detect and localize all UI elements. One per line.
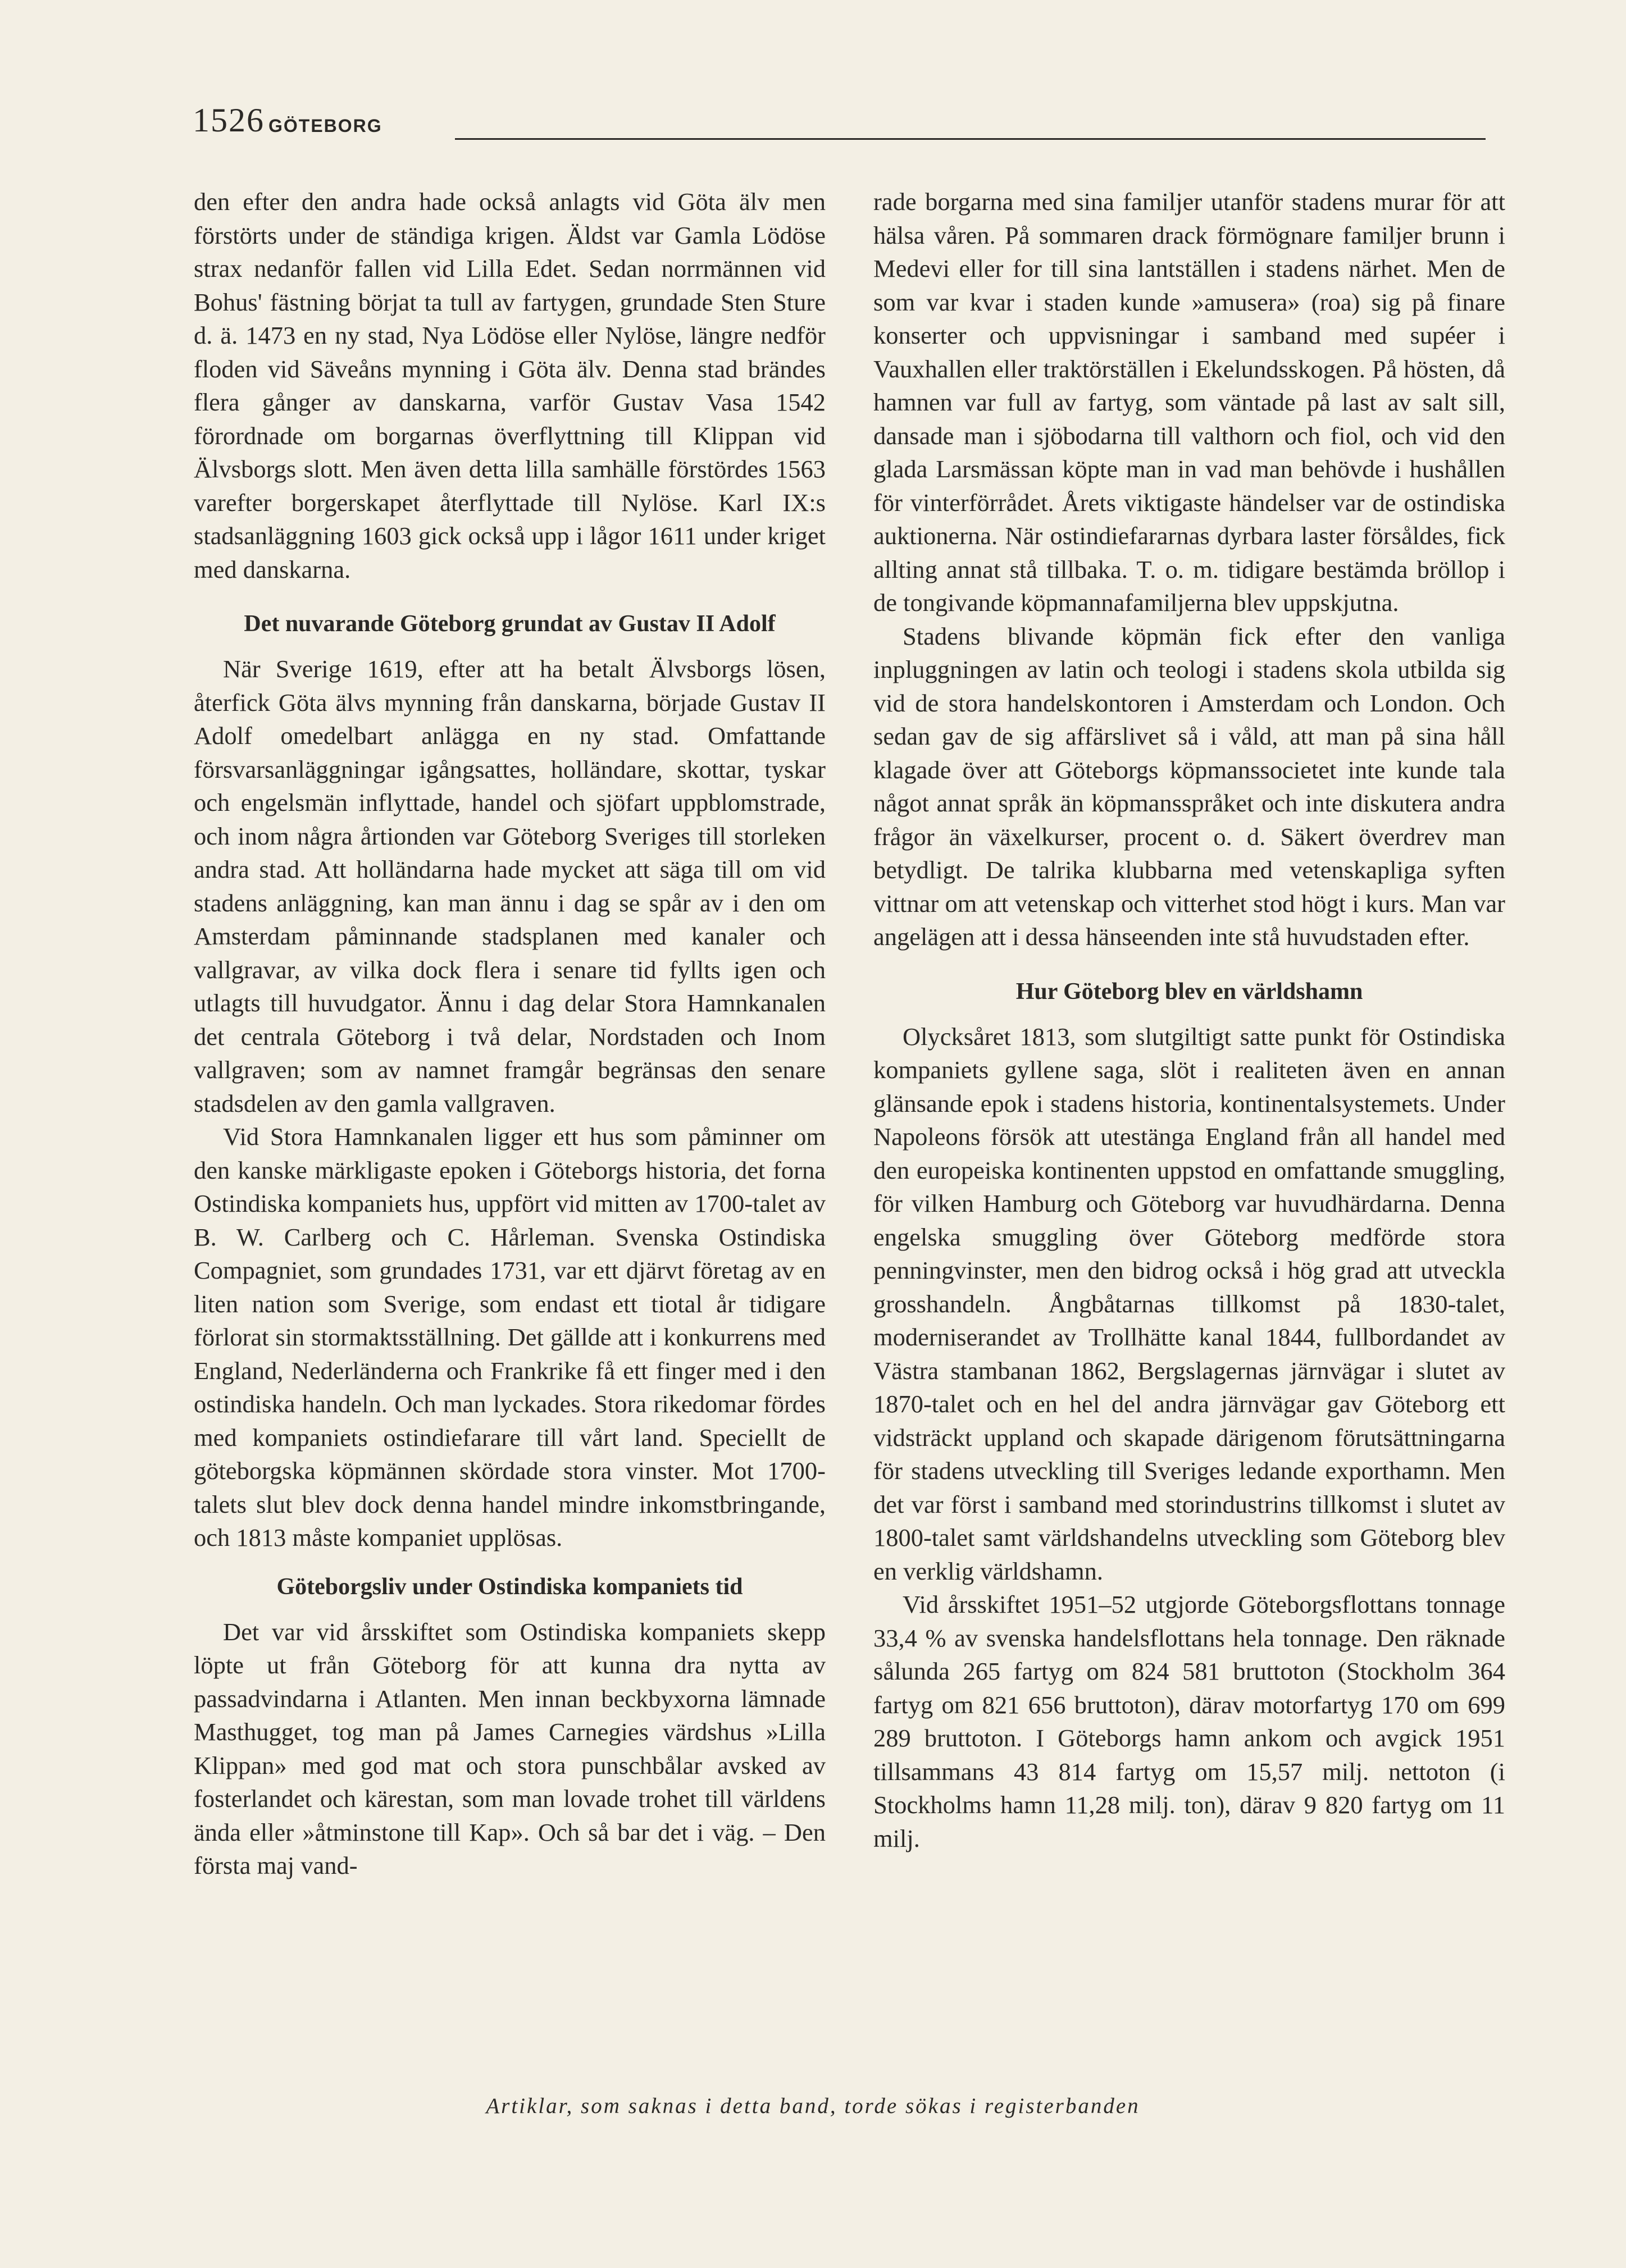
- paragraph: Olycksåret 1813, som slutgiltigt satte punkt för Ostindiska kompaniets gyllene saga, slöt i realiteten även en annan glänsande epok i stadens historia, kontinentalsystemets. Under Napoleons försök att utestänga England från all handel med den europeiska kontinenten uppstod en omfattande smuggling, för vilken Hamburg och Göteborg var huvudhärdarna. Denna engelska smuggling över Göteborg medförde stora penningvinster, men den bidrog också i hög grad att utveckla grosshandeln. Ångbåtarnas tillkomst på 1830-talet, moderniserandet av Trollhätte kanal 1844, fullbordandet av Västra stambanan 1862, Bergslagernas järnvägar i slutet av 1870-talet och en hel del andra järnvägar gav Göteborg ett vidsträckt uppland och skapade därigenom förutsättningarna för stadens utveckling till Sveriges ledande exporthamn. Men det var först i samband med storindustrins tillkomst i slutet av 1800-talet samt världshandelns utveckling som Göteborg blev en verklig världshamn.: [873, 1022, 1505, 1585]
- paragraph: Vid Stora Hamnkanalen ligger ett hus som påminner om den kanske märkligaste epoken i Göteborgs historia, det forna Ostindiska kompaniets hus, uppfört vid mitten av 1700-talet av B. W. Carlberg och C. Hårleman. Svenska Ostindiska Compagniet, som grundades 1731, var ett djärvt företag av en liten nation som Sverige, som endast ett tiotal år tidigare förlorat sin stormaktsställning. Det gällde att i konkurrens med England, Nederländerna och Frankrike få ett finger med i den ostindiska handeln. Och man lyckades. Stora rikedomar fördes med kompaniets ostindiefarare till vårt land. Speciellt de göteborgska köpmännen skördade stora vinster. Mot 1700-talets slut blev dock denna handel mindre inkomstbringande, och 1813 måste kompaniet upplösas.: [194, 1122, 826, 1551]
- right-column: [873, 185, 1505, 1855]
- running-head: GÖTEBORG: [268, 116, 382, 136]
- left-column: [194, 185, 826, 1883]
- page-footer: Artiklar, som saknas i detta band, torde sökas i registerbanden: [486, 2094, 1140, 2118]
- page-header: [193, 101, 1484, 146]
- paragraph: rade borgarna med sina familjer utanför stadens murar för att hälsa våren. På sommaren drack förmögnare familjer brunn i Medevi eller for till sina lantställen i stadens närhet. Men de som var kvar i staden kunde »amusera» (roa) sig på finare konserter och uppvisningar i samband med supéer i Vauxhallen eller traktörställen i Ekelundsskogen. På hösten, då hamnen var full av fartyg, som väntade på last av salt sill, dansade man i sjöbodarna till valthorn och fiol, och vid den glada Larsmässan köpte man in vad man behövde i hushållen för vinterförrådet. Årets viktigaste händelser var de ostindiska auktionerna. När ostindiefararnas dyrbara laster försåldes, fick allting annat stå tillbaka. T. o. m. tidigare bestämda bröllop i de tongivande köpmannafamiljerna blev uppskjutna.: [873, 188, 1505, 617]
- header-rule: [455, 138, 1486, 140]
- paragraph: Det var vid årsskiftet som Ostindiska kompaniets skepp löpte ut från Göteborg för att kunna dra nytta av passadvindarna i Atlanten. Men innan beckbyxorna lämnade Masthugget, tog man på James Carnegies värdshus »Lilla Klippan» med god mat och stora punschbålar avsked av fosterlandet och kärestan, som man lovade trohet till världens ända eller »åtminstone till Kap». Och så bar det i väg. – Den första maj vand-: [194, 1617, 826, 1879]
- paragraph: När Sverige 1619, efter att ha betalt Älvsborgs lösen, återfick Göta älvs mynning från danskarna, började Gustav II Adolf omedelbart anlägga en ny stad. Omfattande försvarsanläggningar igångsattes, holländare, skottar, tyskar och engelsmän inflyttade, handel och sjöfart uppblomstrade, och inom några årtionden var Göteborg Sveriges till storleken andra stad. Att holländarna hade mycket att säga till om vid stadens anläggning, kan man ännu i dag se spår av i den om Amsterdam påminnande stadsplanen med kanaler och vallgravar, av vilka dock flera i senare tid fyllts igen och utlagts till huvudgator. Ännu i dag delar Stora Hamnkanalen det centrala Göteborg i två delar, Nordstaden och Inom vallgraven; som av namnet framgår begränsas den senare stadsdelen av den gamla vallgraven.: [194, 655, 826, 1117]
- page-number: 1526: [193, 102, 265, 139]
- section-heading: Hur Göteborg blev en världshamn: [1015, 978, 1363, 1005]
- paragraph: den efter den andra hade också anlagts vid Göta älv men förstörts under de ständiga krigen. Äldst var Gamla Lödöse strax nedanför fallen vid Lilla Edet. Sedan norrmännen vid Bohus' fästning börjat ta tull av fartygen, grundade Sten Sture d. ä. 1473 en ny stad, Nya Lödöse eller Nylöse, längre nedför floden vid Säveåns mynning i Göta älv. Denna stad brändes flera gånger av danskarna, varför Gustav Vasa 1542 förordnade om borgarnas överflyttning till Klippan vid Älvsborgs slott. Men även detta lilla samhälle förstördes 1563 varefter borgerskapet återflyttade till Nylöse. Karl IX:s stadsanläggning 1603 gick också upp i lågor 1611 under kriget med danskarna.: [194, 188, 826, 583]
- section-heading: Göteborgsliv under Ostindiska kompaniets tid: [276, 1573, 743, 1600]
- section-heading: Det nuvarande Göteborg grundat av Gustav II Adolf: [244, 611, 776, 637]
- paragraph: Vid årsskiftet 1951–52 utgjorde Göteborgsflottans tonnage 33,4 % av svenska handelsflottans hela tonnage. Den räknade sålunda 265 fartyg om 824 581 bruttoton (Stockholm 364 fartyg om 821 656 bruttoton), därav motorfartyg 170 om 699 289 bruttoton. I Göteborgs hamn ankom och avgick 1951 tillsammans 43 814 fartyg om 15,57 milj. nettoton (i Stockholms hamn 11,28 milj. ton), därav 9 820 fartyg om 11 milj.: [873, 1590, 1505, 1852]
- paragraph: Stadens blivande köpmän fick efter den vanliga inpluggningen av latin och teologi i stadens skola utbilda sig vid de stora handelskontoren i Amsterdam och London. Och sedan gav de sig affärslivet så i våld, att man på sina håll klagade över att Göteborgs köpmanssocietet inte kunde tala något annat språk än köpmansspråket och inte diskutera andra frågor än växelkurser, procent o. d. Säkert överdrev man betydligt. De talrika klubbarna med vetenskapliga syften vittnar om att vetenskap och vitterhet stod högt i kurs. Man var angelägen att i dessa hänseenden inte stå huvudstaden efter.: [873, 622, 1505, 951]
